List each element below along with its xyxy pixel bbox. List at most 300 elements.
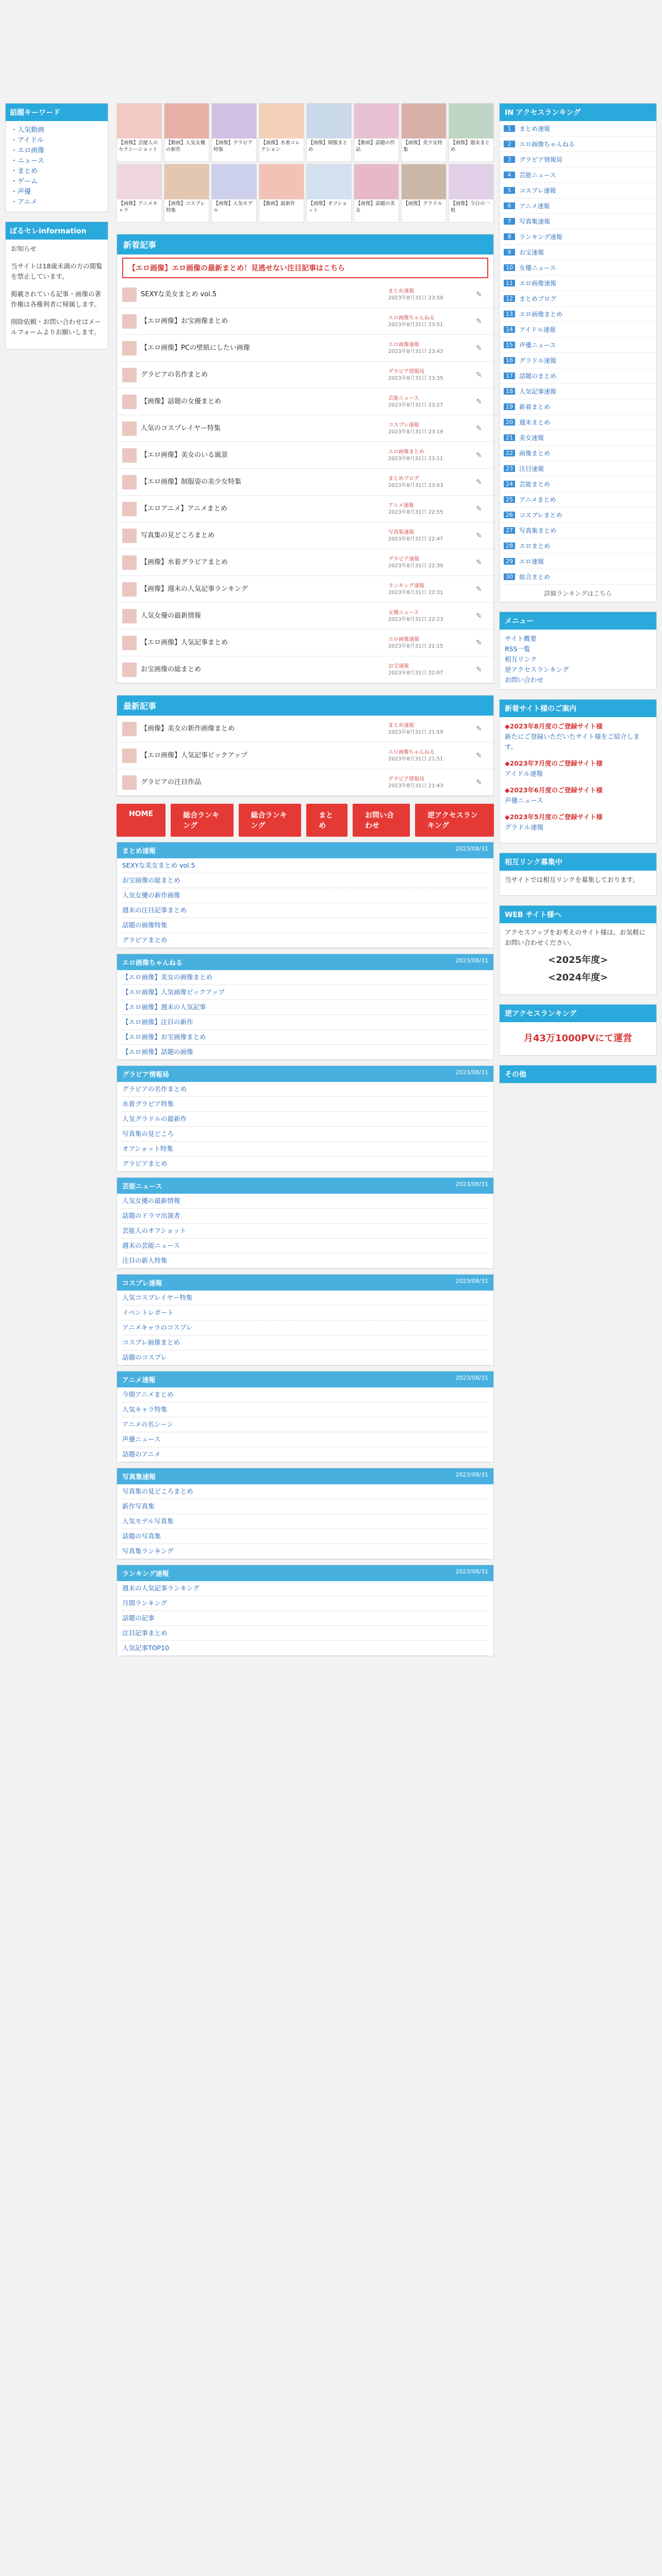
nav-button[interactable]: 逆アクセスランキング: [415, 804, 494, 837]
ranking-number: 5: [504, 187, 515, 194]
nav-button[interactable]: HOME: [117, 804, 166, 837]
site-block-item[interactable]: 人気女優の最新情報: [122, 1194, 488, 1209]
site-block-item[interactable]: 写真集の見どころまとめ: [122, 1484, 488, 1499]
thumbnail-card[interactable]: [259, 164, 304, 223]
site-block-item[interactable]: SEXYな美女まとめ vol.5: [122, 858, 488, 873]
ranking-item[interactable]: [500, 399, 656, 415]
site-block-item[interactable]: 話題のドラマ出演者: [122, 1209, 488, 1224]
thumbnail-card[interactable]: [306, 164, 352, 223]
site-block-date: 2023/08/31: [455, 1375, 488, 1381]
article-row[interactable]: [117, 603, 493, 630]
nav-button[interactable]: お問い合わせ: [353, 804, 410, 837]
site-block-item[interactable]: グラビアまとめ: [122, 1157, 488, 1172]
notice-title: 新着サイト様のご案内: [500, 700, 656, 717]
ranking-site-link[interactable]: エロ画像ちゃんねる: [519, 141, 575, 148]
notice-head: ◆2023年5月度のご登録サイト様: [505, 813, 603, 821]
ranking-item[interactable]: [500, 307, 656, 322]
article-title[interactable]: 写真集の見どころまとめ: [141, 532, 215, 539]
thumbnail-card[interactable]: [117, 103, 162, 162]
ranking-item[interactable]: [500, 276, 656, 291]
site-block-item[interactable]: 週末の注目記事まとめ: [122, 903, 488, 918]
ranking-item[interactable]: [500, 121, 656, 137]
article-time: 2023年8月31日 21:43: [388, 783, 443, 789]
ranking-site-link[interactable]: まとめ速報: [519, 125, 551, 132]
ranking-item[interactable]: [500, 183, 656, 198]
apply-text: アクセスアップをお考えのサイト様は、お気軽にお問い合わせください。: [505, 928, 646, 946]
thumbnail-card[interactable]: [211, 164, 257, 223]
ranking-site-link[interactable]: エロまとめ: [519, 543, 551, 550]
thumbnail-card[interactable]: [354, 164, 399, 223]
menu-item[interactable]: RSS一覧: [505, 645, 531, 653]
ranking-item[interactable]: [500, 337, 656, 353]
ranking-number: 15: [504, 342, 515, 348]
notice-body[interactable]: グラドル速報: [505, 823, 544, 831]
ranking-item[interactable]: [500, 353, 656, 368]
thumbnail-card[interactable]: [401, 103, 446, 162]
article-site[interactable]: エロ画像まとめ 2023年8月31日 23:11: [388, 449, 476, 462]
ranking-item[interactable]: [500, 507, 656, 523]
article-time: 2023年8月31日 23:27: [388, 402, 443, 408]
article-row[interactable]: [117, 549, 493, 576]
ranking-item[interactable]: [500, 229, 656, 245]
site-block-item[interactable]: オフショット特集: [122, 1142, 488, 1157]
site-block-item[interactable]: イベントレポート: [122, 1306, 488, 1320]
site-block-item[interactable]: 人気モデル写真集: [122, 1514, 488, 1529]
site-block-item[interactable]: 【エロ画像】美女の画像まとめ: [122, 970, 488, 985]
notice-entry: [505, 785, 651, 806]
keyword-link[interactable]: ・ 人気動画: [11, 125, 103, 135]
ranking-site-link[interactable]: 週末まとめ: [519, 419, 551, 426]
thumbnail-image: [307, 104, 351, 139]
article-site[interactable]: エロ画像速報 2023年8月31日 22:15: [388, 636, 476, 650]
site-block-item[interactable]: 注目の新人特集: [122, 1253, 488, 1268]
article-list: [117, 281, 493, 683]
site-block-item[interactable]: 芸能人のオフショット: [122, 1224, 488, 1239]
ranking-number: 9: [504, 249, 515, 256]
ranking-number: 7: [504, 218, 515, 225]
comment-icon: ✎: [476, 558, 482, 567]
ranking-item[interactable]: [500, 152, 656, 167]
nav-button[interactable]: 総合ランキング: [171, 804, 234, 837]
site-block-item[interactable]: グラビアの名作まとめ: [122, 1082, 488, 1097]
ranking-item[interactable]: [500, 167, 656, 183]
site-block-name[interactable]: ランキング速報: [122, 1570, 169, 1578]
article-time: 2023年8月31日 22:15: [388, 643, 443, 649]
article-title[interactable]: 【画像】週末の人気記事ランキング: [141, 585, 248, 593]
article-thumb-icon: [122, 775, 137, 790]
keyword-link[interactable]: ・ まとめ: [11, 166, 103, 177]
ranking-item[interactable]: [500, 538, 656, 554]
site-block-date: 2023/08/31: [455, 1568, 488, 1575]
site-block-date: 2023/08/31: [455, 1471, 488, 1478]
info-text: [6, 240, 108, 349]
article-title[interactable]: 【画像】美女の新作画像まとめ: [141, 725, 235, 733]
ranking-number: 16: [504, 357, 515, 364]
article-title[interactable]: 【エロ画像】人気記事ピックアップ: [141, 752, 247, 759]
ranking-site-link[interactable]: グラビア情報局: [519, 156, 563, 163]
site-block-item[interactable]: 今期アニメまとめ: [122, 1387, 488, 1402]
site-block-item[interactable]: 写真集ランキング: [122, 1544, 488, 1559]
site-block-name[interactable]: まとめ速報: [122, 848, 156, 855]
site-block-item[interactable]: 【エロ画像】お宝画像まとめ: [122, 1030, 488, 1045]
ranking-number: 18: [504, 388, 515, 395]
site-block: [117, 1177, 494, 1269]
article-row[interactable]: [117, 742, 493, 769]
article-thumb-icon: [122, 722, 137, 736]
thumbnail-card[interactable]: [259, 103, 304, 162]
article-thumb-icon: [122, 529, 137, 543]
article-site[interactable]: 写真集速報 2023年8月31日 22:47: [388, 529, 476, 543]
thumbnail-card[interactable]: [401, 164, 446, 223]
ranking-number: 6: [504, 202, 515, 209]
year-2024: <2024年度>: [548, 972, 608, 983]
site-block-item[interactable]: コスプレ画像まとめ: [122, 1335, 488, 1350]
other-box: [499, 1065, 657, 1083]
ranking-site-link[interactable]: 声優ニュース: [519, 342, 556, 349]
article-site[interactable]: お宝速報 2023年8月31日 22:07: [388, 663, 476, 676]
article-site[interactable]: グラビア情報局 2023年8月31日 23:35: [388, 368, 476, 382]
article-time: 2023年8月31日 23:59: [388, 295, 443, 301]
article-row[interactable]: [117, 415, 493, 442]
ranking-item[interactable]: [500, 245, 656, 260]
article-row[interactable]: [117, 630, 493, 656]
ranking-item[interactable]: [500, 260, 656, 276]
article-row[interactable]: [117, 281, 493, 308]
ranking-site-link[interactable]: コスプレまとめ: [519, 512, 562, 519]
article-site[interactable]: エロ画像ちゃんねる 2023年8月31日 21:51: [388, 749, 476, 762]
site-block-name[interactable]: 写真集速報: [122, 1473, 156, 1481]
thumbnail-card[interactable]: [306, 103, 352, 162]
article-thumb-icon: [122, 609, 137, 623]
site-block-item[interactable]: 話題の写真集: [122, 1529, 488, 1544]
article-time: 2023年8月31日 22:39: [388, 563, 443, 569]
comment-icon: ✎: [476, 504, 482, 513]
notice-body[interactable]: 新たにご登録いただいたサイト様をご紹介します。: [505, 733, 640, 751]
site-block-item[interactable]: アニメキャラのコスプレ: [122, 1320, 488, 1335]
ranking-site-link[interactable]: 話題のまとめ: [519, 372, 557, 380]
menu-item[interactable]: 相互リンク: [505, 655, 537, 663]
article-site[interactable]: エロ画像速報 2023年8月31日 23:43: [388, 342, 476, 355]
article-site[interactable]: アニメ速報 2023年8月31日 22:55: [388, 502, 476, 516]
nav-button[interactable]: まとめ: [306, 804, 347, 837]
ranking-site-link[interactable]: まとめブログ: [519, 295, 557, 302]
article-site[interactable]: ランキング速報 2023年8月31日 22:31: [388, 583, 476, 596]
keyword-link[interactable]: ・ 声優: [11, 187, 103, 197]
ranking-item[interactable]: [500, 198, 656, 214]
ranking-number: 27: [504, 527, 515, 534]
comment-icon: ✎: [476, 638, 482, 647]
article-title[interactable]: 【エロ画像】お宝画像まとめ: [141, 317, 228, 325]
article-row[interactable]: [117, 469, 493, 496]
article-row[interactable]: [117, 522, 493, 549]
article-title[interactable]: 【エロアニメ】アニメまとめ: [141, 505, 227, 513]
ranking-site-link[interactable]: エロ速報: [519, 558, 544, 565]
article-title[interactable]: 【エロ画像】制服姿の美少女特集: [141, 478, 242, 486]
site-block-item[interactable]: 写真集の見どころ: [122, 1127, 488, 1142]
ranking-item[interactable]: [500, 322, 656, 337]
site-block-item[interactable]: 話題の記事: [122, 1611, 488, 1626]
ranking-site-link[interactable]: 美女速報: [519, 434, 544, 442]
article-site[interactable]: エロ画像ちゃんねる 2023年8月31日 23:51: [388, 315, 476, 328]
ranking-number: 22: [504, 450, 515, 456]
ranking-site-link[interactable]: 画像まとめ: [519, 450, 551, 457]
thumbnail-image: [164, 104, 209, 139]
headline-article[interactable]: 【エロ画像】エロ画像の最新まとめ！見逃せない注目記事はこちら: [122, 258, 488, 278]
article-site[interactable]: 芸能ニュース 2023年8月31日 23:27: [388, 395, 476, 409]
ranking-number: 17: [504, 372, 515, 379]
ranking-site-link[interactable]: 芸能まとめ: [519, 481, 551, 488]
menu-item[interactable]: 逆アクセスランキング: [505, 666, 569, 673]
ranking-site-link[interactable]: 注目速報: [519, 465, 544, 472]
site-block-header: [117, 1468, 493, 1484]
thumbnail-image: [212, 164, 256, 199]
article-row[interactable]: [117, 442, 493, 469]
article-site[interactable]: グラビア情報局 2023年8月31日 21:43: [388, 776, 476, 789]
article-title[interactable]: グラビアの名作まとめ: [141, 371, 208, 379]
ranking-item[interactable]: [500, 461, 656, 477]
keyword-link[interactable]: ・ エロ画像: [11, 146, 103, 156]
ranking-item[interactable]: [500, 384, 656, 399]
thumbnail-caption: 【画像】アニメキャラ: [119, 201, 158, 213]
keyword-link[interactable]: ・ ニュース: [11, 156, 103, 166]
recent-articles-title: 最新記事: [117, 696, 493, 716]
comment-icon: ✎: [476, 397, 482, 406]
ranking-site-link[interactable]: アニメまとめ: [519, 496, 556, 503]
notice-body[interactable]: 声優ニュース: [505, 796, 543, 804]
article-title[interactable]: SEXYな美女まとめ vol.5: [141, 291, 217, 298]
site-block-header: [117, 954, 493, 970]
ranking-site-link[interactable]: 女優ニュース: [519, 264, 556, 272]
notice-head: ◆2023年6月度のご登録サイト様: [505, 786, 603, 794]
site-block-item[interactable]: グラビアまとめ: [122, 933, 488, 948]
nav-button[interactable]: 総合ランキング: [239, 804, 302, 837]
thumbnail-caption: 【画像】グラドル: [403, 201, 443, 207]
article-row[interactable]: [117, 576, 493, 603]
ranking-number: 1: [504, 125, 515, 132]
rank-title: 逆アクセスランキング: [500, 1005, 656, 1022]
article-row[interactable]: [117, 656, 493, 683]
thumbnail-caption: 【画像】今日の一枚: [451, 201, 490, 213]
main-column: [117, 103, 494, 1656]
article-title[interactable]: 【エロ画像】PCの壁紙にしたい画像: [141, 344, 250, 352]
menu-item[interactable]: サイト概要: [505, 635, 537, 642]
site-block-item[interactable]: 【エロ画像】話題の画像: [122, 1045, 488, 1060]
info-paragraph: 掲載されている記事・画像の著作権は各権利者に帰属します。: [11, 290, 102, 308]
thumbnail-card[interactable]: [164, 164, 209, 223]
ranking-site-link[interactable]: エロ画像速報: [519, 280, 557, 287]
thumbnail-card[interactable]: [211, 103, 257, 162]
comment-icon: ✎: [476, 585, 482, 594]
article-site[interactable]: まとめ速報 2023年8月31日 23:59: [388, 288, 476, 301]
ranking-item[interactable]: [500, 492, 656, 507]
ranking-item[interactable]: [500, 477, 656, 492]
ranking-number: 24: [504, 481, 515, 487]
ranking-number: 14: [504, 326, 515, 333]
thumbnail-caption: 【画像】芸能人のセクシーショット: [119, 140, 158, 152]
ranking-site-link[interactable]: 写真集まとめ: [519, 527, 557, 534]
article-thumb-icon: [122, 395, 137, 409]
ranking-site-link[interactable]: アニメ速報: [519, 202, 550, 210]
ranking-site-link[interactable]: 総合まとめ: [519, 573, 551, 581]
site-block-item[interactable]: 人気キャラ特集: [122, 1402, 488, 1417]
comment-icon: ✎: [476, 724, 482, 733]
article-site[interactable]: まとめブログ 2023年8月31日 23:03: [388, 476, 476, 489]
site-block-item[interactable]: 人気記事TOP10: [122, 1641, 488, 1656]
site-block: [117, 1274, 494, 1366]
site-block-item[interactable]: お宝画像の総まとめ: [122, 873, 488, 888]
site-block-header: [117, 1275, 493, 1291]
site-block-item[interactable]: 水着グラビア特集: [122, 1097, 488, 1112]
article-title[interactable]: お宝画像の総まとめ: [141, 666, 202, 673]
site-block-item[interactable]: 人気グラドルの最新作: [122, 1112, 488, 1127]
ranking-item[interactable]: [500, 446, 656, 461]
site-block-item[interactable]: 話題のコスプレ: [122, 1350, 488, 1365]
ranking-site-link[interactable]: 芸能ニュース: [519, 172, 556, 179]
ranking-site-link[interactable]: 人気記事速報: [519, 388, 557, 395]
ranking-item[interactable]: [500, 214, 656, 229]
article-thumb-icon: [122, 421, 137, 436]
site-block: [117, 1468, 494, 1560]
article-thumb-icon: [122, 314, 137, 329]
article-site[interactable]: まとめ速報 2023年8月31日 21:59: [388, 722, 476, 736]
site-block: [117, 842, 494, 948]
site-block-item[interactable]: アニメの名シーン: [122, 1417, 488, 1432]
article-thumb-icon: [122, 368, 137, 382]
ranking-site-link[interactable]: グラドル速報: [519, 357, 557, 364]
article-time: 2023年8月31日 23:51: [388, 321, 443, 328]
article-row[interactable]: [117, 769, 493, 796]
thumbnail-image: [259, 164, 304, 199]
site-block-item[interactable]: 話題のアニメ: [122, 1447, 488, 1462]
article-row[interactable]: [117, 716, 493, 742]
rank-box: [499, 1004, 657, 1056]
thumbnail-card[interactable]: [354, 103, 399, 162]
thumbnail-grid: [117, 103, 494, 223]
article-row[interactable]: [117, 496, 493, 522]
thumbnail-image: [449, 104, 493, 139]
keyword-link[interactable]: ・ ゲーム: [11, 177, 103, 187]
keywords-list: [6, 121, 108, 212]
link-title: 相互リンク募集中: [500, 853, 656, 871]
article-title[interactable]: 【画像】話題の女優まとめ: [141, 398, 222, 405]
article-row[interactable]: [117, 362, 493, 388]
site-block-item[interactable]: 人気コスプレイヤー特集: [122, 1291, 488, 1306]
info-paragraph: 当サイトは18歳未満の方の閲覧を禁止しています。: [11, 262, 103, 280]
ranking-site-link[interactable]: お宝速報: [519, 249, 544, 256]
article-site[interactable]: コスプレ速報 2023年8月31日 23:19: [388, 422, 476, 435]
comment-icon: ✎: [476, 451, 482, 460]
thumbnail-image: [307, 164, 351, 199]
article-row[interactable]: [117, 388, 493, 415]
site-block-item[interactable]: 人気女優の新作画像: [122, 888, 488, 903]
ranking-site-link[interactable]: コスプレ速報: [519, 187, 556, 194]
site-block: [117, 1065, 494, 1172]
site-block-name[interactable]: アニメ速報: [122, 1377, 156, 1384]
site-block-item[interactable]: 話題の画像特集: [122, 918, 488, 933]
notice-list: [500, 717, 656, 843]
ranking-site-link[interactable]: 新着まとめ: [519, 403, 551, 411]
ranking-site-link[interactable]: エロ画像まとめ: [519, 311, 563, 318]
thumbnail-caption: 【画像】美少女特集: [403, 140, 443, 152]
ranking-item[interactable]: [500, 554, 656, 569]
menu-title: メニュー: [500, 612, 656, 630]
ranking-item[interactable]: [500, 523, 656, 538]
comment-icon: ✎: [476, 344, 482, 352]
ranking-site-link[interactable]: ランキング速報: [519, 233, 562, 241]
site-block-item[interactable]: 【エロ画像】週末の人気記事: [122, 1000, 488, 1015]
keyword-link[interactable]: ・ アニメ: [11, 197, 103, 208]
article-title[interactable]: 人気のコスプレイヤー特集: [141, 425, 221, 432]
site-block-name[interactable]: 芸能ニュース: [122, 1183, 162, 1191]
thumbnail-card[interactable]: [449, 164, 494, 223]
thumbnail-card[interactable]: [449, 103, 494, 162]
ranking-item[interactable]: [500, 137, 656, 152]
ranking-item[interactable]: [500, 569, 656, 585]
menu-item[interactable]: お問い合わせ: [505, 676, 544, 684]
thumbnail-caption: 【動画】人気女優の新作: [166, 140, 206, 152]
ranking-item[interactable]: [500, 430, 656, 446]
recent-article-list: [117, 716, 493, 796]
link-text: 当サイトでは相互リンクを募集しております。: [505, 876, 639, 884]
comment-icon: ✎: [476, 531, 482, 540]
site-block-item[interactable]: 【エロ画像】注目の新作: [122, 1015, 488, 1030]
ranking-number: 3: [504, 156, 515, 163]
article-site[interactable]: 女優ニュース 2023年8月31日 22:23: [388, 609, 476, 623]
site-block-item[interactable]: 声優ニュース: [122, 1432, 488, 1447]
thumbnail-caption: 【画像】制服まとめ: [308, 140, 348, 152]
site-block-item[interactable]: 新作写真集: [122, 1499, 488, 1514]
article-title[interactable]: 【エロ画像】人気記事まとめ: [141, 639, 228, 647]
site-block-name[interactable]: エロ画像ちゃんねる: [122, 959, 183, 967]
site-block-item[interactable]: 月間ランキング: [122, 1596, 488, 1611]
comment-icon: ✎: [476, 290, 482, 299]
article-row[interactable]: [117, 308, 493, 335]
article-thumb-icon: [122, 475, 137, 489]
ranking-more-link[interactable]: 詳細ランキングはこちら: [544, 590, 612, 597]
keywords-box: [5, 103, 108, 212]
ranking-number: 12: [504, 295, 515, 302]
ranking-item[interactable]: [500, 291, 656, 307]
thumbnail-card[interactable]: [164, 103, 209, 162]
site-block-item[interactable]: 【エロ画像】人気画像ピックアップ: [122, 985, 488, 1000]
site-block-name[interactable]: コスプレ速報: [122, 1280, 162, 1287]
ranking-item[interactable]: [500, 368, 656, 384]
ranking-site-link[interactable]: 写真集速報: [519, 218, 551, 225]
thumbnail-card[interactable]: [117, 164, 162, 223]
article-title[interactable]: 人気女優の最新情報: [141, 612, 202, 620]
site-block-list: [117, 970, 493, 1060]
ranking-site-link[interactable]: アイドル速報: [519, 326, 556, 333]
article-title[interactable]: 【エロ画像】美女のいる風景: [141, 451, 228, 459]
keyword-link[interactable]: ・ アイドル: [11, 135, 103, 146]
site-block-name[interactable]: グラビア情報局: [122, 1071, 170, 1079]
new-articles-section: [117, 234, 494, 684]
site-block-item[interactable]: 週末の芸能ニュース: [122, 1239, 488, 1253]
article-title[interactable]: 【画像】水着グラビアまとめ: [141, 558, 228, 566]
article-thumb-icon: [122, 555, 137, 570]
site-block-item[interactable]: 週末の人気記事ランキング: [122, 1581, 488, 1596]
recent-articles-section: [117, 695, 494, 796]
article-row[interactable]: [117, 335, 493, 362]
info-date: お知らせ: [11, 245, 37, 252]
site-block-item[interactable]: 注目記事まとめ: [122, 1626, 488, 1641]
ranking-item[interactable]: [500, 415, 656, 430]
thumbnail-caption: 【画像】コスプレ特集: [166, 201, 205, 213]
site-block-list: [117, 1194, 493, 1268]
notice-body[interactable]: アイドル速報: [505, 770, 543, 777]
article-site[interactable]: グラビア速報 2023年8月31日 22:39: [388, 556, 476, 569]
article-title[interactable]: グラビアの注目作品: [141, 778, 202, 786]
